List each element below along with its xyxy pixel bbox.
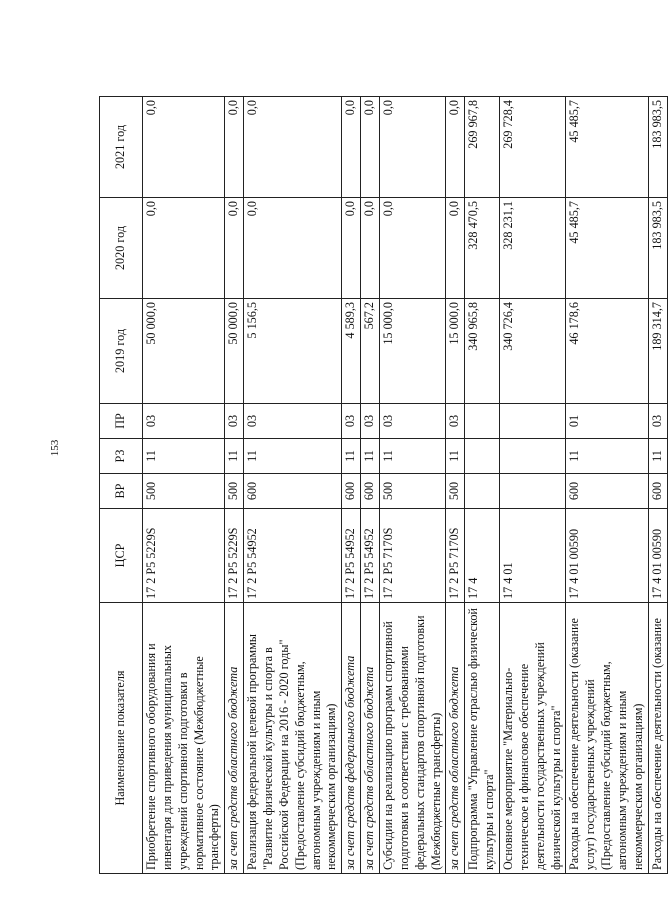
- page-number: 153: [49, 439, 61, 457]
- cell-2020: 0,0: [446, 198, 465, 299]
- cell-rz: 11: [342, 439, 361, 474]
- cell-vr: 500: [380, 474, 446, 509]
- cell-name: Расходы на обеспечение деятельности (оказание: [648, 603, 667, 874]
- cell-rz: 11: [143, 439, 225, 474]
- cell-2020: 328 470,5: [465, 198, 500, 299]
- header-vr: ВР: [100, 474, 143, 509]
- cell-2020: 0,0: [380, 198, 446, 299]
- cell-name: Расходы на обеспечение деятельности (оказание услуг) государственных учреждений (Предоставление субсидий бюджетным, автономным учреждениям и иным некоммерческим организациям): [566, 603, 648, 874]
- cell-pr: 03: [342, 404, 361, 439]
- cell-2021: 0,0: [342, 97, 361, 198]
- cell-pr: 03: [244, 404, 342, 439]
- cell-csr: 17 2 P5 54952: [361, 509, 380, 603]
- cell-rz: [500, 439, 566, 474]
- cell-2019: 5 156,5: [244, 299, 342, 404]
- cell-csr: 17 2 P5 5229S: [225, 509, 244, 603]
- cell-name: Основное мероприятие "Материально-техническое и финансовое обеспечение деятельности государственных учреждений физической культуры и спорта": [500, 603, 566, 874]
- cell-vr: [500, 474, 566, 509]
- table-row: [143, 97, 225, 874]
- cell-2020: 0,0: [342, 198, 361, 299]
- header-row: [100, 97, 143, 874]
- cell-csr: 17 2 P5 7170S: [380, 509, 446, 603]
- cell-2021: 269 728,4: [500, 97, 566, 198]
- cell-pr: 01: [566, 404, 648, 439]
- cell-2019: 46 178,6: [566, 299, 648, 404]
- cell-2021: 0,0: [361, 97, 380, 198]
- cell-2019: 4 589,3: [342, 299, 361, 404]
- table-row: [446, 97, 465, 874]
- cell-2021: 0,0: [380, 97, 446, 198]
- cell-2021: 0,0: [143, 97, 225, 198]
- cell-csr: 17 4 01 00590: [648, 509, 667, 603]
- cell-name: Субсидии на реализацию программ спортивной подготовки в соответствии с требованиями федеральных стандартов спортивной подготовки (Межбюджетные трансферты): [380, 603, 446, 874]
- cell-rz: 11: [244, 439, 342, 474]
- table-row: [500, 97, 566, 874]
- cell-pr: [500, 404, 566, 439]
- cell-rz: [465, 439, 500, 474]
- header-2021: 2021 год: [100, 97, 143, 198]
- cell-csr: 17 2 P5 54952: [244, 509, 342, 603]
- cell-2021: 0,0: [446, 97, 465, 198]
- cell-vr: 600: [566, 474, 648, 509]
- cell-csr: 17 4: [465, 509, 500, 603]
- cell-rz: 11: [380, 439, 446, 474]
- cell-2019: 15 000,0: [446, 299, 465, 404]
- cell-2019: 50 000,0: [225, 299, 244, 404]
- cell-vr: 600: [244, 474, 342, 509]
- cell-pr: 03: [225, 404, 244, 439]
- cell-vr: 600: [342, 474, 361, 509]
- cell-2021: 0,0: [244, 97, 342, 198]
- cell-pr: [465, 404, 500, 439]
- cell-csr: 17 2 P5 54952: [342, 509, 361, 603]
- cell-name: за счет средств областного бюджета: [225, 603, 244, 874]
- cell-pr: 03: [380, 404, 446, 439]
- table-row: [361, 97, 380, 874]
- cell-vr: [465, 474, 500, 509]
- cell-rz: 11: [361, 439, 380, 474]
- cell-name: Приобретение спортивного оборудования и инвентаря для приведения муниципальных учреждений спортивной подготовки в нормативное состояние (Межбюджетные трансферты): [143, 603, 225, 874]
- cell-2019: 340 965,8: [465, 299, 500, 404]
- cell-2019: 567,2: [361, 299, 380, 404]
- cell-name: Реализация федеральной целевой программы "Развитие физической культуры и спорта в Российской Федерации на 2016 - 2020 годы" (Предоставление субсидий бюджетным, автономным учреждениям и иным некоммерческим организациям): [244, 603, 342, 874]
- cell-2019: 340 726,4: [500, 299, 566, 404]
- cell-2021: 183 983,5: [648, 97, 667, 198]
- cell-name: за счет средств областного бюджета: [446, 603, 465, 874]
- header-csr: ЦСР: [100, 509, 143, 603]
- cell-name: за счет средств федерального бюджета: [342, 603, 361, 874]
- table-row: [380, 97, 446, 874]
- rotated-table-container: [99, 97, 664, 874]
- table-row: [244, 97, 342, 874]
- cell-2021: 0,0: [225, 97, 244, 198]
- cell-pr: 03: [143, 404, 225, 439]
- cell-2020: 0,0: [244, 198, 342, 299]
- cell-vr: 500: [143, 474, 225, 509]
- table-row: [566, 97, 648, 874]
- header-name: Наименование показателя: [100, 603, 143, 874]
- cell-pr: 03: [446, 404, 465, 439]
- table-row: [648, 97, 667, 874]
- cell-csr: 17 2 P5 7170S: [446, 509, 465, 603]
- cell-2019: 50 000,0: [143, 299, 225, 404]
- cell-pr: 03: [648, 404, 667, 439]
- cell-2021: 269 967,8: [465, 97, 500, 198]
- budget-table: [99, 96, 668, 874]
- header-2019: 2019 год: [100, 299, 143, 404]
- cell-vr: 500: [225, 474, 244, 509]
- header-rz: РЗ: [100, 439, 143, 474]
- cell-rz: 11: [446, 439, 465, 474]
- table-row: [225, 97, 244, 874]
- cell-name: Подпрограмма "Управление отраслью физической культуры и спорта": [465, 603, 500, 874]
- table-row: [465, 97, 500, 874]
- cell-2021: 45 485,7: [566, 97, 648, 198]
- cell-csr: 17 4 01 00590: [566, 509, 648, 603]
- cell-2020: 0,0: [361, 198, 380, 299]
- cell-vr: 600: [361, 474, 380, 509]
- cell-2019: 189 314,7: [648, 299, 667, 404]
- cell-csr: 17 2 P5 5229S: [143, 509, 225, 603]
- cell-2020: 45 485,7: [566, 198, 648, 299]
- header-2020: 2020 год: [100, 198, 143, 299]
- cell-rz: 11: [225, 439, 244, 474]
- cell-2020: 183 983,5: [648, 198, 667, 299]
- cell-name: за счет средств областного бюджета: [361, 603, 380, 874]
- cell-rz: 11: [648, 439, 667, 474]
- cell-vr: 600: [648, 474, 667, 509]
- cell-pr: 03: [361, 404, 380, 439]
- cell-2020: 0,0: [225, 198, 244, 299]
- table-row: [342, 97, 361, 874]
- cell-rz: 11: [566, 439, 648, 474]
- cell-csr: 17 4 01: [500, 509, 566, 603]
- cell-2020: 0,0: [143, 198, 225, 299]
- cell-vr: 500: [446, 474, 465, 509]
- cell-2020: 328 231,1: [500, 198, 566, 299]
- header-pr: ПР: [100, 404, 143, 439]
- cell-2019: 15 000,0: [380, 299, 446, 404]
